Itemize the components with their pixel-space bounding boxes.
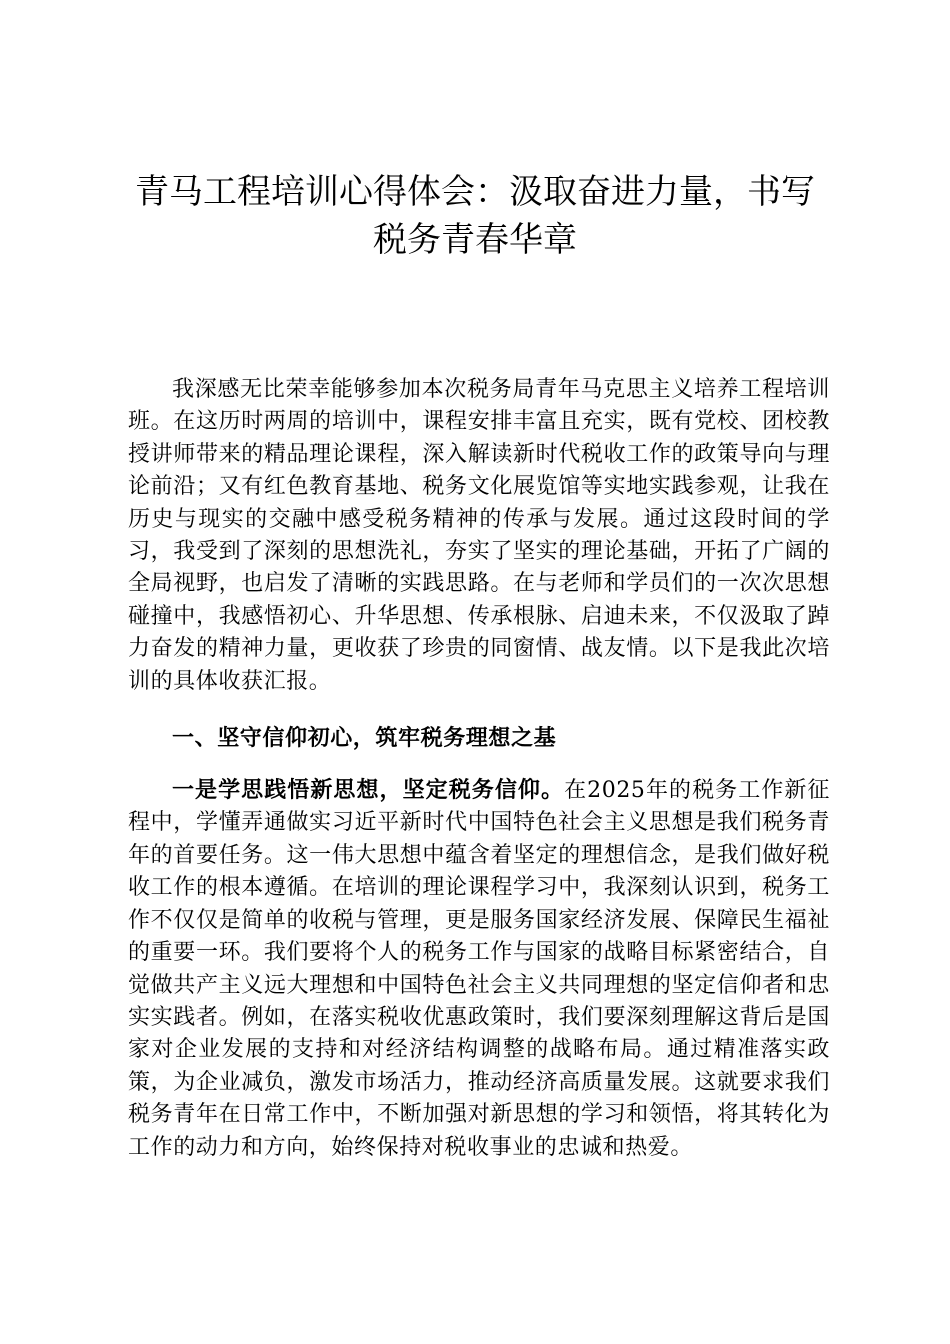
title-line-2: 税务青春华章 (373, 220, 577, 260)
point-1-lead: 一是学思践悟新思想，坚定税务信仰。 (172, 777, 565, 804)
intro-paragraph: 我深感无比荣幸能够参加本次税务局青年马克思主义培养工程培训班。在这历时两周的培训中，课程安排丰富且充实，既有党校、团校教授讲师带来的精品理论课程，深入解读新时代税收工作的政策导向与理论前沿；又有红色教育基地、税务文化展览馆等实地实践参观，让我在历史与现实的交融中感受税务精神的传承与发展。通过这段时间的学习，我受到了深刻的思想洗礼，夯实了坚实的理论基础，开拓了广阔的全局视野，也启发了清晰的实践思路。在与老师和学员们的一次次思想碰撞中，我感悟初心、升华思想、传承根脉、启迪未来，不仅汲取了踔力奋发的精神力量，更收获了珍贵的同窗情、战友情。以下是我此次培训的具体收获汇报。 (128, 377, 830, 694)
title-line-1: 青马工程培训心得体会：汲取奋进力量，书写 (135, 172, 815, 212)
section-heading-1: 一、坚守信仰初心，筑牢税务理想之基 (172, 725, 557, 752)
point-1-paragraph (128, 774, 830, 1164)
document-title (100, 168, 850, 264)
document-body (128, 374, 830, 1164)
point-1-body: 在2025年的税务工作新征程中，学懂弄通做实习近平新时代中国特色社会主义思想是我们税务青年的首要任务。这一伟大思想中蕴含着坚定的理想信念，是我们做好税收工作的根本遵循。在培训的理论课程学习中，我深刻认识到，税务工作不仅仅是简单的收税与管理，更是服务国家经济发展、保障民生福祉的重要一环。我们要将个人的税务工作与国家的战略目标紧密结合，自觉做共产主义远大理想和中国特色社会主义共同理想的坚定信仰者和忠实实践者。例如，在落实税收优惠政策时，我们要深刻理解这背后是国家对企业发展的支持和对经济结构调整的战略布局。通过精准落实政策，为企业减负，激发市场活力，推动经济高质量发展。这就要求我们税务青年在日常工作中，不断加强对新思想的学习和领悟，将其转化为工作的动力和方向，始终保持对税收事业的忠诚和热爱。 (128, 778, 831, 1160)
